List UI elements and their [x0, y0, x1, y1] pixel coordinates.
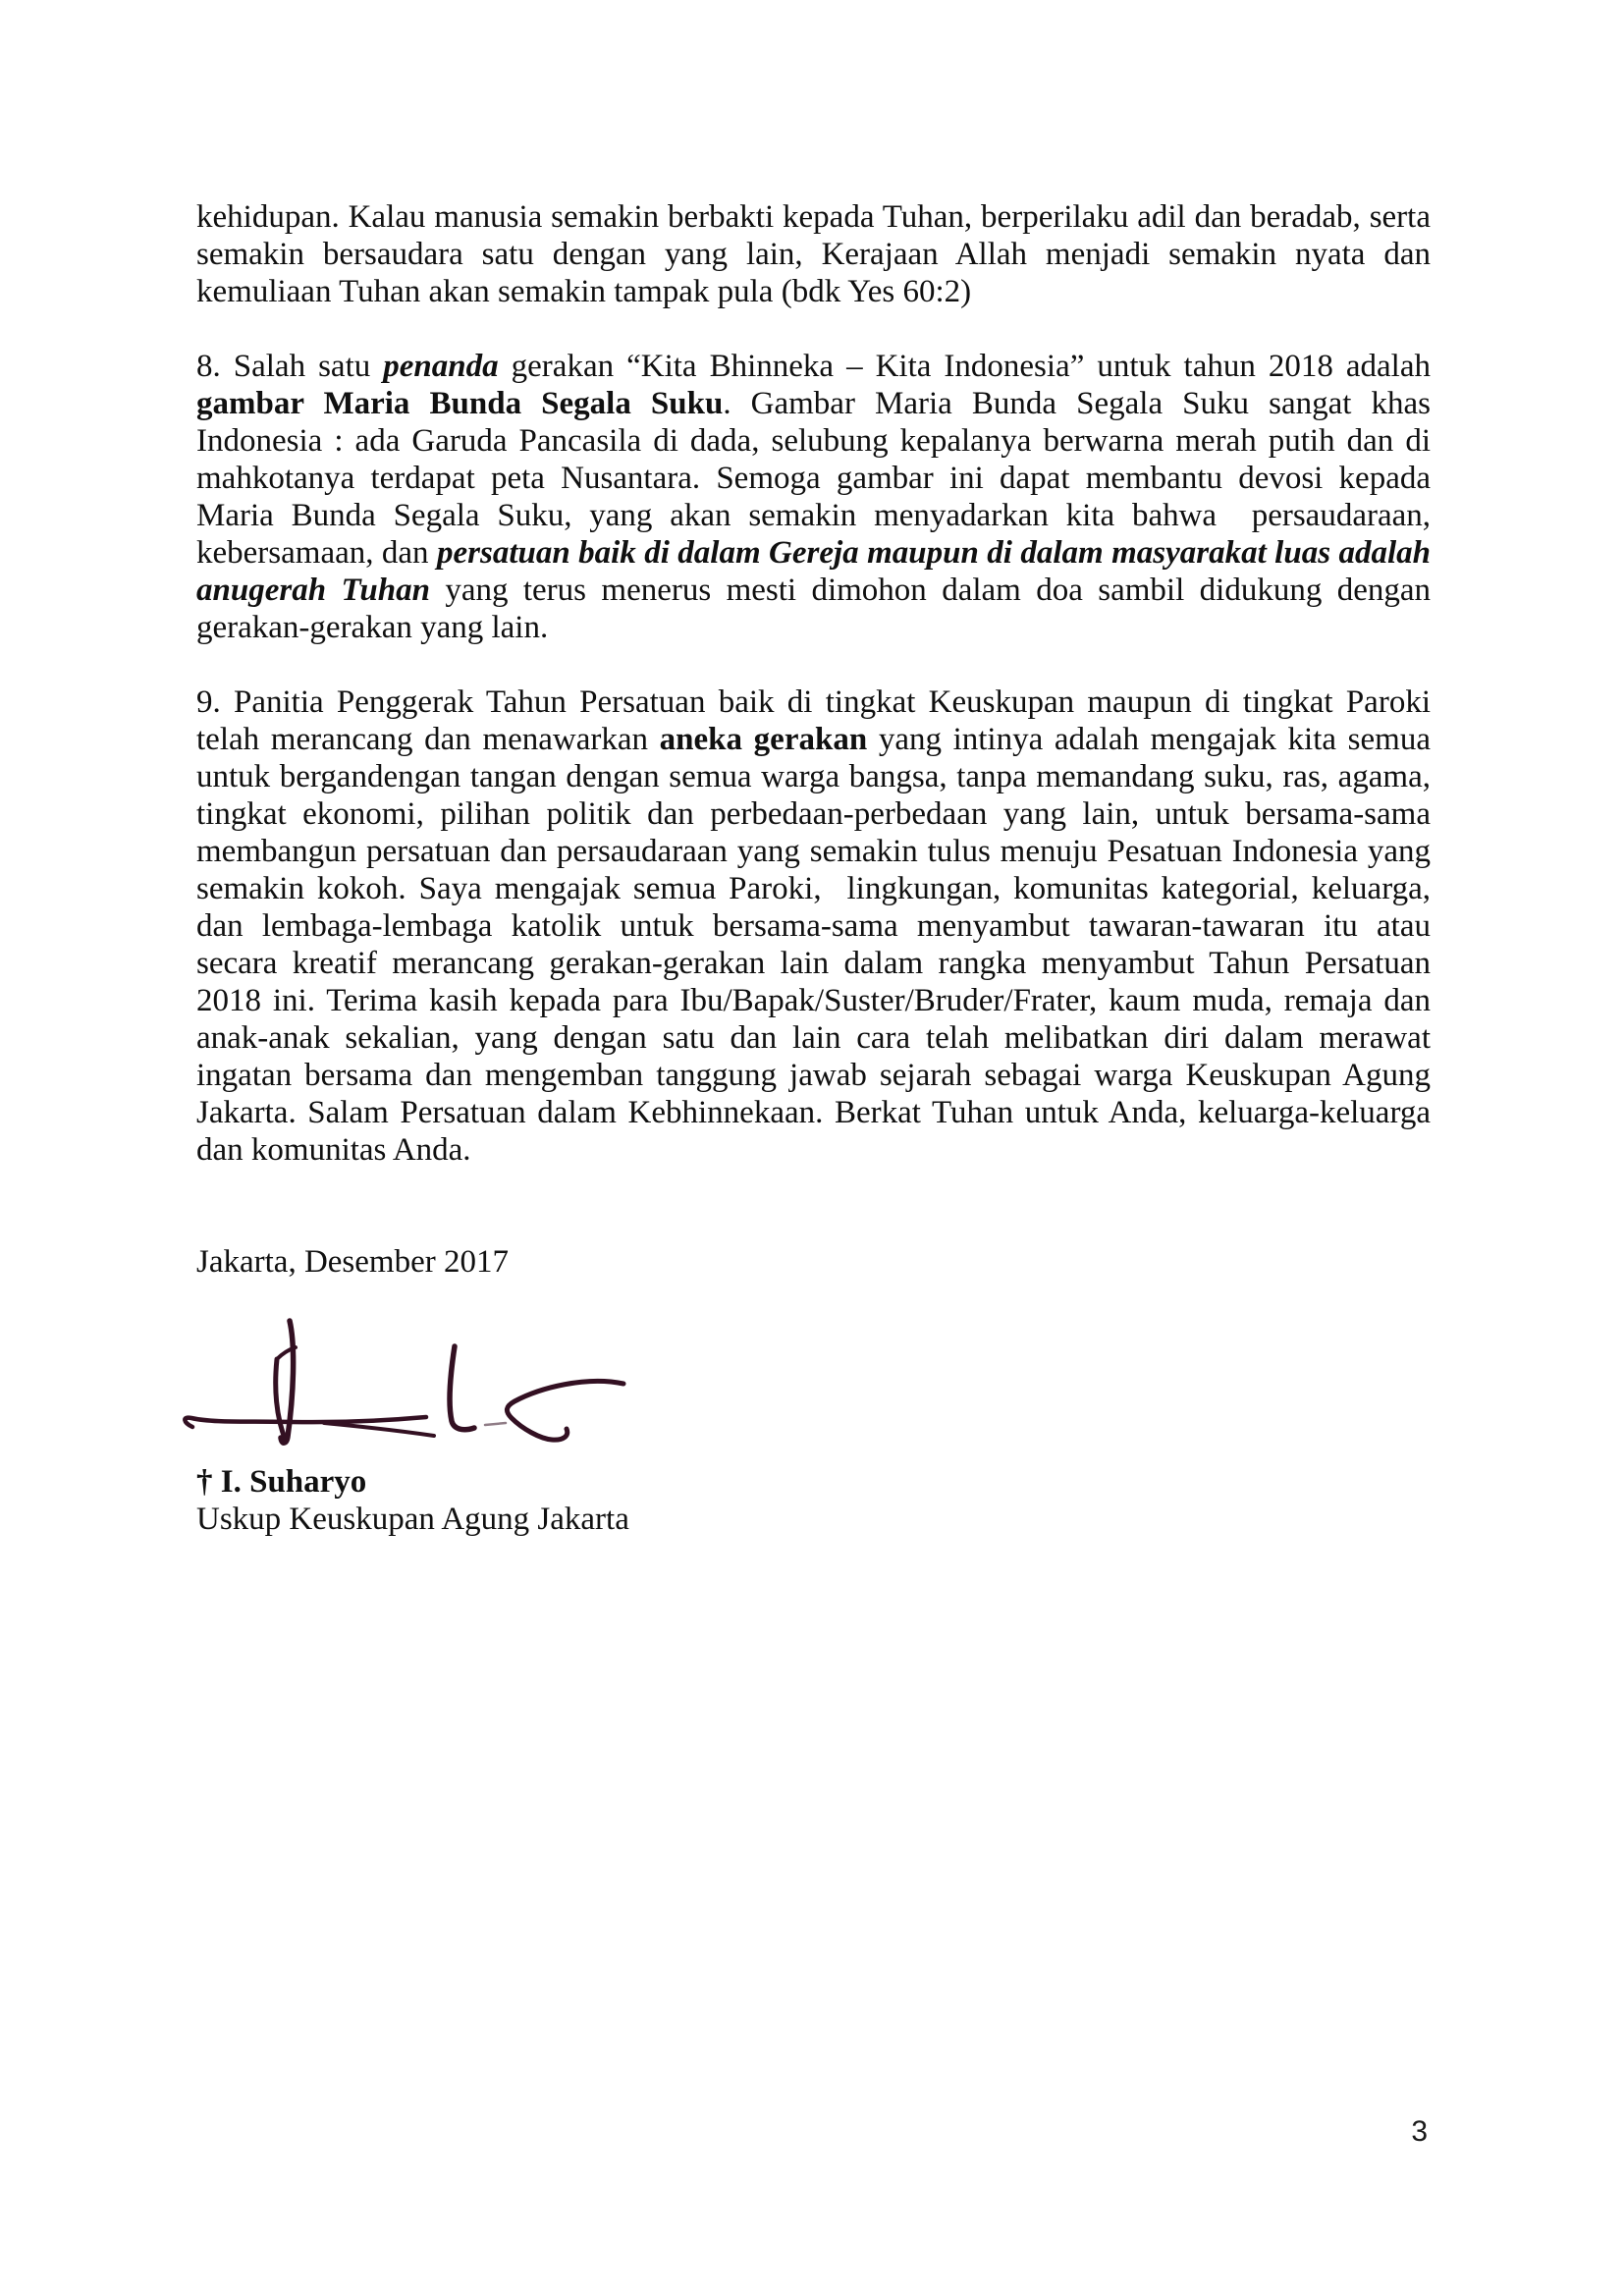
paragraph	[196, 683, 1439, 1169]
dateline: Jakarta, Desember 2017	[196, 1244, 509, 1280]
paragraph	[196, 198, 1439, 310]
text-segment: 8. Salah satu	[196, 349, 384, 384]
text-segment: kehidupan. Kalau manusia semakin berbakti kepada Tuhan, berperilaku adil dan beradab, serta semakin bersaudara satu dengan yang lain, Kerajaan Allah menjadi semakin nyata dan kemuliaan Tuhan akan semakin tampak pula (bdk Yes 60:2)	[196, 199, 1439, 309]
signature-stroke	[276, 1359, 286, 1441]
signatory-title: Uskup Keuskupan Agung Jakarta	[196, 1502, 629, 1537]
text-segment: persatuan baik di dalam Gereja maupun di dalam masyarakat luas adalah anugerah Tuhan	[196, 535, 1439, 608]
signature-stroke	[324, 1423, 434, 1436]
text-segment: 9. Panitia Penggerak Tahun Persatuan baik di tingkat Keuskupan maupun di tingkat Paroki telah merancang dan menawarkan	[196, 684, 1439, 757]
signature-stroke	[450, 1346, 474, 1430]
text-segment: yang terus menerus mesti dimohon dalam doa sambil didukung dengan gerakan-gerakan yang lain.	[196, 573, 1439, 645]
text-segment: yang intinya adalah mengajak kita semua untuk bergandengan tangan dengan semua warga bangsa, tanpa memandang suku, ras, agama, tingkat ekonomi, pilihan politik dan perbedaan-perbedaan yang lain, untuk bersama-sama membangun persatuan dan persaudaraan yang semakin tulus menuju Pesatuan Indonesia yang semakin kokoh. Saya mengajak semua Paroki, lingkungan, komunitas kategorial, keluarga, dan lembaga-lembaga katolik untuk bersama-sama menyambut tawaran-tawaran itu atau secara kreatif merancang gerakan-gerakan lain dalam rangka menyambut Tahun Persatuan 2018 ini. Terima kasih kepada para Ibu/Bapak/Suster/Bruder/Frater, kaum muda, remaja dan anak-anak sekalian, yang dengan satu dan lain cara telah melibatkan diri dalam merawat ingatan bersama dan mengemban tanggung jawab sejarah sebagai warga Keuskupan Agung Jakarta. Salam Persatuan dalam Kebhinnekaan. Berkat Tuhan untuk Anda, keluarga-keluarga dan komunitas Anda.	[196, 722, 1439, 1168]
signature-stroke	[485, 1423, 506, 1425]
text-segment: . Gambar Maria Bunda Segala Suku sangat khas Indonesia : ada Garuda Pancasila di dada, selubung kepalanya berwarna merah putih dan di mahkotanya terdapat peta Nusantara. Semoga gambar ini dapat membantu devosi kepada Maria Bunda Segala Suku, yang akan semakin menyadarkan kita bahwa persaudaraan, kebersamaan, dan	[196, 386, 1439, 571]
paragraph	[196, 348, 1439, 646]
text-segment: aneka gerakan	[659, 722, 868, 757]
text-segment: gerakan “Kita Bhinneka – Kita Indonesia” untuk tahun 2018 adalah	[498, 349, 1439, 384]
signature-stroke	[507, 1381, 623, 1440]
signature-icon	[179, 1313, 640, 1455]
paragraphs	[196, 198, 1439, 1169]
document-body	[196, 198, 1439, 1538]
signatory-name: † I. Suharyo	[196, 1464, 367, 1500]
signature-stroke	[185, 1417, 426, 1427]
page-number: 3	[1411, 2115, 1428, 2148]
text-segment: penanda	[383, 349, 499, 384]
text-segment: gambar Maria Bunda Segala Suku	[196, 386, 724, 421]
